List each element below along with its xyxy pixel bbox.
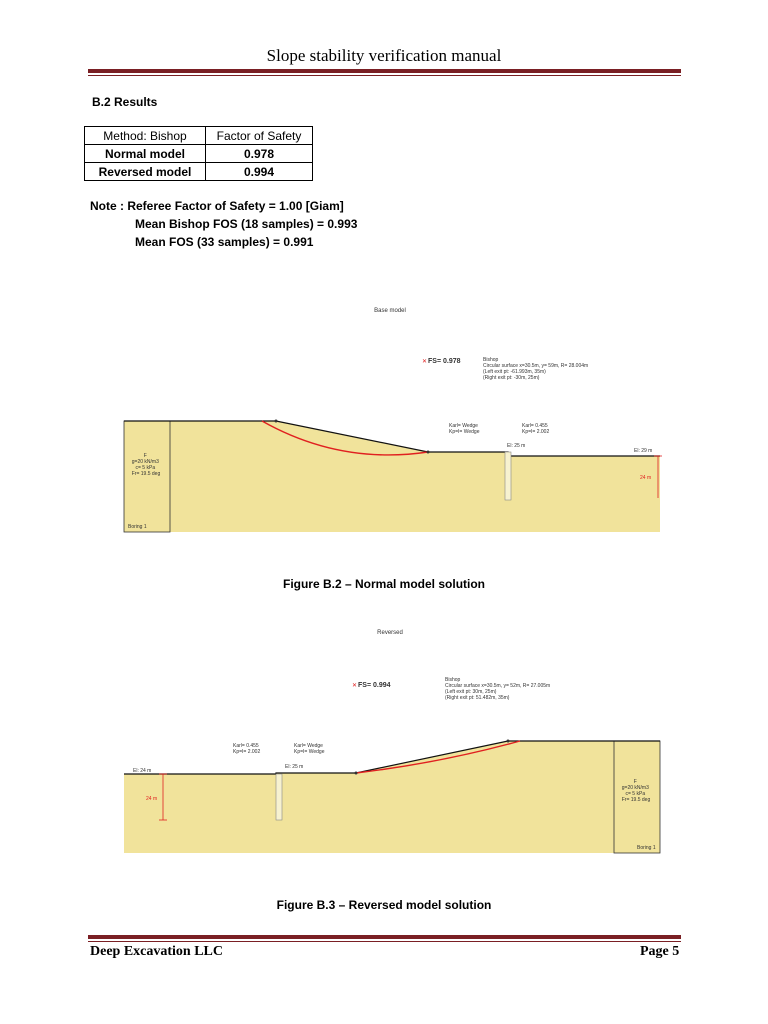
normal-soil-properties: F g=20 kN/m3 c= 5 kPa Fr= 19.5 deg bbox=[131, 453, 161, 477]
normal-elevation-right: El: 29 m bbox=[634, 448, 653, 454]
header-rule-thick bbox=[88, 69, 681, 73]
reversed-soil-properties: F g=20 kN/m3 c= 5 kPa Fr= 19.5 deg bbox=[621, 779, 651, 803]
reversed-wall bbox=[276, 774, 282, 820]
normal-elevation-mid: El: 25 m bbox=[507, 443, 526, 449]
reversed-model-figure bbox=[0, 615, 768, 865]
normal-wedge-right-label: Karl= 0.455 Kp=I= 2.002 bbox=[522, 423, 550, 435]
figure-b2-caption: Figure B.2 – Normal model solution bbox=[282, 577, 486, 591]
reversed-soil-body bbox=[124, 741, 660, 853]
table-cell-fos: 0.994 bbox=[206, 163, 313, 181]
section-heading: B.2 Results bbox=[92, 95, 158, 109]
reversed-node bbox=[355, 772, 358, 775]
normal-fs-marker: ✕ bbox=[422, 359, 428, 365]
reversed-elevation-left: El: 24 m bbox=[133, 768, 152, 774]
normal-boring-label: Boring 1 bbox=[128, 524, 147, 530]
table-row bbox=[85, 163, 313, 181]
reversed-wedge-left-label: Karl= 0.455 Kp=I= 2.002 bbox=[233, 743, 261, 755]
reversed-model-title: Reversed bbox=[377, 630, 403, 636]
normal-model-title: Base model bbox=[374, 308, 406, 314]
reversed-fs-label: FS= 0.994 bbox=[358, 682, 391, 689]
normal-node bbox=[427, 451, 430, 454]
normal-soil-body bbox=[124, 421, 660, 532]
note-mean-bishop: Mean Bishop FOS (18 samples) = 0.993 bbox=[135, 217, 358, 231]
figure-b3-caption: Figure B.3 – Reversed model solution bbox=[276, 898, 492, 912]
table-header-fos: Factor of Safety bbox=[206, 127, 313, 145]
reversed-method-info: Bishop Circular surface x=30.5m, y= 52m, R= 27.005m (Left exit pt: 30m, 25m) (Right exit pt: 51.482m, 35m) bbox=[445, 677, 551, 701]
table-cell-model: Reversed model bbox=[85, 163, 206, 181]
table-row bbox=[85, 145, 313, 163]
reversed-node bbox=[507, 740, 510, 743]
footer-page-number: Page 5 bbox=[640, 944, 680, 959]
normal-fs-label: FS= 0.978 bbox=[428, 358, 461, 365]
normal-method-info: Bishop Circular surface x=30.5m, y= 59m, R= 28.004m (Left exit pt: -61.993m, 35m) (Right exit pt: -30m, 25m) bbox=[483, 357, 589, 381]
normal-wedge-left-label: Karl= Wedge Kp=I= Wedge bbox=[449, 423, 480, 435]
document-title: Slope stability verification manual bbox=[266, 46, 502, 65]
table-header-method: Method: Bishop bbox=[85, 127, 206, 145]
note-mean-fos: Mean FOS (33 samples) = 0.991 bbox=[135, 235, 314, 249]
footer-rule-thick bbox=[88, 935, 681, 939]
normal-node bbox=[275, 420, 278, 423]
normal-depth-label: 24 m bbox=[640, 475, 652, 481]
table-header-row bbox=[85, 127, 313, 145]
reversed-depth-label: 24 m bbox=[146, 796, 158, 802]
table-cell-fos: 0.978 bbox=[206, 145, 313, 163]
reversed-elevation-mid: El: 25 m bbox=[285, 764, 304, 770]
footer-rule-thin bbox=[88, 941, 681, 942]
reversed-fs-marker: ✕ bbox=[352, 683, 358, 689]
header-rule-thin bbox=[88, 75, 681, 76]
reversed-wedge-right-label: Karl= Wedge Kp=I= Wedge bbox=[294, 743, 325, 755]
results-table bbox=[84, 126, 313, 181]
footer-company: Deep Excavation LLC bbox=[90, 944, 223, 959]
table-cell-model: Normal model bbox=[85, 145, 206, 163]
reversed-boring-label: Boring 1 bbox=[637, 845, 656, 851]
note-referee: Note : Referee Factor of Safety = 1.00 [Giam] bbox=[90, 199, 344, 213]
normal-model-figure bbox=[0, 290, 768, 540]
normal-wall bbox=[505, 452, 511, 500]
